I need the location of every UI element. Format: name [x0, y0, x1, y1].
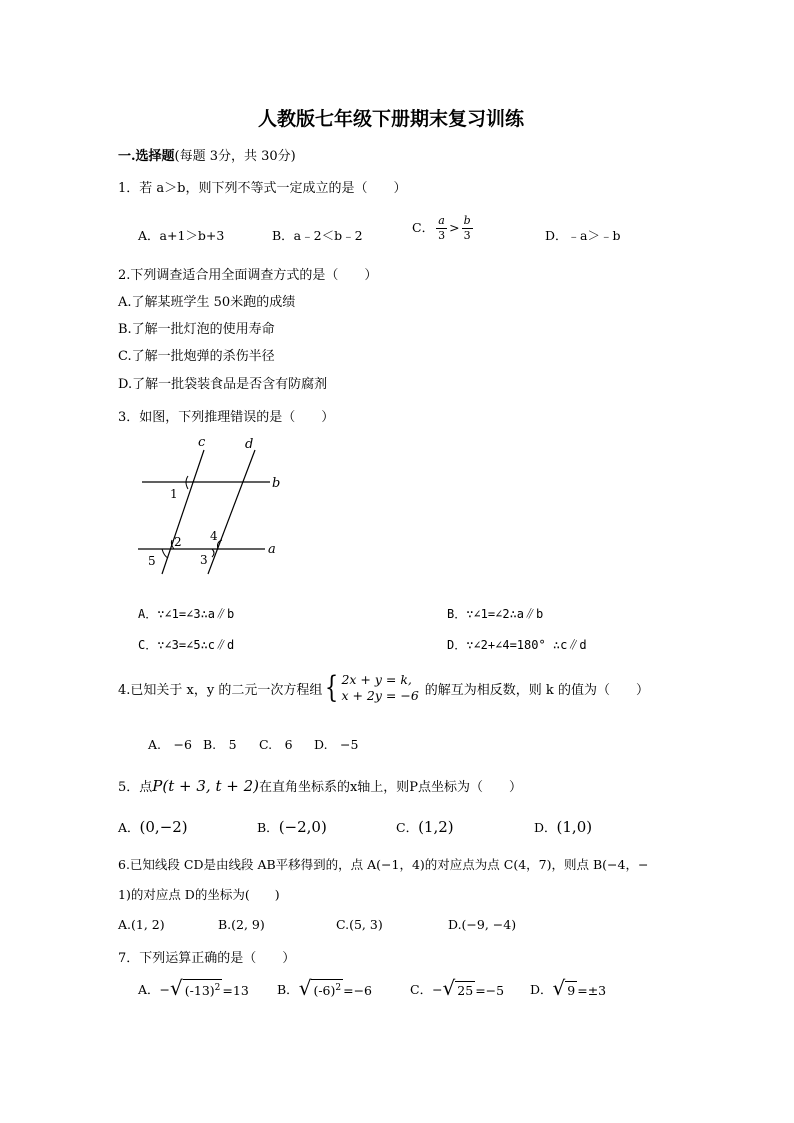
sqrt-symbol: √ $(-13)^2$ [170, 976, 221, 1000]
line-d [208, 450, 255, 574]
question-2-stem: 2.下列调查适合用全面调查方式的是（ ） [118, 268, 378, 283]
label-3: 3 [200, 553, 208, 567]
q4-stem-a: 4.已知关于 x，y 的二元一次方程组 [118, 682, 323, 698]
q7-option-d-label: D． [530, 982, 553, 997]
line-c [162, 450, 204, 574]
label-d: d [245, 437, 254, 452]
label-4: 4 [210, 529, 218, 543]
q5-option-c-label: C． [396, 820, 419, 835]
q5-stem-a: 5．点 [118, 780, 153, 795]
equation-1: 2x + y = k, [341, 672, 412, 687]
q7-option-a [138, 978, 249, 998]
q5-option-d-label: D． [534, 820, 557, 835]
label-1: 1 [170, 487, 178, 501]
q4-option-b: B. 5 [203, 737, 237, 752]
q5-option-a-label: A． [118, 820, 140, 835]
q7-option-b-label: B． [277, 982, 299, 997]
q5-stem-b: 在直角坐标系的x轴上，则P点坐标为（ ） [258, 780, 523, 795]
frac-num: a [438, 214, 445, 227]
question-5-stem [118, 776, 522, 795]
sqrt-symbol: √ $(-6)^2$ [298, 976, 342, 1000]
q7-option-a-label: A．− [138, 982, 171, 997]
section-title: 一.选择题 [118, 149, 175, 164]
q1-option-b: B．a﹣2＜b﹣2 [272, 228, 363, 243]
q4-stem-b: 的解互为相反数，则 k 的值为（ ） [424, 682, 649, 698]
q5-option-a-value: (0,−2) [139, 818, 188, 836]
q4-option-a: A. −6 [148, 737, 192, 752]
label-a: a [268, 542, 276, 557]
brace-symbol: { [325, 670, 339, 705]
q6-option-d: D.(−9, −4) [448, 917, 517, 932]
label-b: b [272, 476, 281, 491]
question-4-stem [118, 672, 649, 704]
q7-option-c-label: C．− [410, 982, 443, 997]
q7-option-c [410, 978, 504, 998]
q5-option-b-label: B． [257, 820, 279, 835]
question-6-line-1: 6.已知线段 CD是由线段 AB平移得到的，点 A(−1，4)的对应点为点 C(4，7)，则点 B(−4，− [118, 857, 649, 872]
fraction-b-over-3 [462, 214, 473, 243]
q4-option-c: C. 6 [259, 737, 293, 752]
q5-option-b [257, 818, 327, 836]
q5-option-a [118, 818, 188, 836]
q5-option-d [534, 818, 592, 836]
q6-option-b: B.(2, 9) [218, 917, 265, 932]
q3-option-a: A．∵∠1=∠3∴a∥b [138, 607, 235, 621]
question-7-stem: 7．下列运算正确的是（ ） [118, 951, 296, 966]
q1-option-c-label: C． [412, 220, 435, 235]
q7-option-a-result: =13 [222, 983, 249, 998]
q1-option-a: A．a+1＞b+3 [138, 228, 225, 243]
q5-option-c [396, 818, 454, 836]
greater-than: > [449, 220, 460, 235]
frac-den: 3 [463, 229, 471, 242]
q7-option-d-result: =±3 [577, 983, 607, 998]
q2-option-b: B.了解一批灯泡的使用寿命 [118, 322, 275, 337]
section-note: (每题 3分，共 30分) [174, 149, 296, 164]
question-6-line-2: 1)的对应点 D的坐标为( ) [118, 887, 280, 902]
label-5: 5 [148, 554, 156, 568]
sqrt-symbol: √ 9 [552, 976, 576, 1000]
question-3-stem: 3．如图，下列推理错误的是（ ） [118, 410, 335, 425]
q4-option-d: D. −5 [314, 737, 359, 752]
q2-option-d: D.了解一批袋装食品是否含有防腐剂 [118, 377, 328, 392]
q5-option-d-value: (1,0) [556, 818, 593, 836]
q1-option-d: D．﹣a＞﹣b [545, 228, 621, 243]
sqrt-symbol: √ 25 [442, 976, 474, 1000]
radicand: (-13) [184, 983, 215, 998]
q7-option-d [530, 978, 606, 998]
fraction-a-over-3 [436, 214, 447, 243]
q5-option-b-value: (−2,0) [278, 818, 327, 836]
q6-option-a: A.(1, 2) [118, 917, 165, 932]
radicand: 25 [457, 983, 474, 998]
q3-option-c: C．∵∠3=∠5∴c∥d [138, 638, 235, 652]
exponent: 2 [335, 982, 342, 993]
equation-2: x + 2y = −6 [341, 688, 419, 703]
page-title: 人教版七年级下册期末复习训练 [258, 108, 525, 130]
q3-option-d: D．∵∠2+∠4=180° ∴c∥d [447, 638, 587, 652]
q7-option-c-result: =−5 [475, 983, 505, 998]
q5-option-c-value: (1,2) [418, 818, 454, 836]
radicand: (-6) [313, 983, 336, 998]
radicand: 9 [567, 983, 576, 998]
label-2: 2 [174, 535, 182, 549]
question-1-stem: 1．若 a＞b，则下列不等式一定成立的是（ ） [118, 181, 407, 196]
section-heading [118, 145, 296, 164]
q3-option-b: B．∵∠1=∠2∴a∥b [447, 607, 544, 621]
q2-option-a: A.了解某班学生 50米跑的成绩 [118, 295, 296, 310]
frac-num: b [463, 214, 471, 227]
angle-5-arc [162, 549, 168, 558]
equation-system [341, 672, 418, 704]
point-p: P(t + 3, t + 2) [152, 777, 259, 795]
q7-option-b-result: =−6 [343, 983, 373, 998]
q1-option-c [412, 214, 475, 243]
frac-den: 3 [438, 229, 446, 242]
q7-option-b [277, 978, 372, 998]
parallel-lines-figure [130, 432, 290, 582]
q2-option-c: C.了解一批炮弹的杀伤半径 [118, 349, 275, 364]
q6-option-c: C.(5, 3) [336, 917, 383, 932]
exponent: 2 [214, 982, 221, 993]
angle-3-arc [212, 549, 214, 557]
label-c: c [198, 435, 206, 450]
